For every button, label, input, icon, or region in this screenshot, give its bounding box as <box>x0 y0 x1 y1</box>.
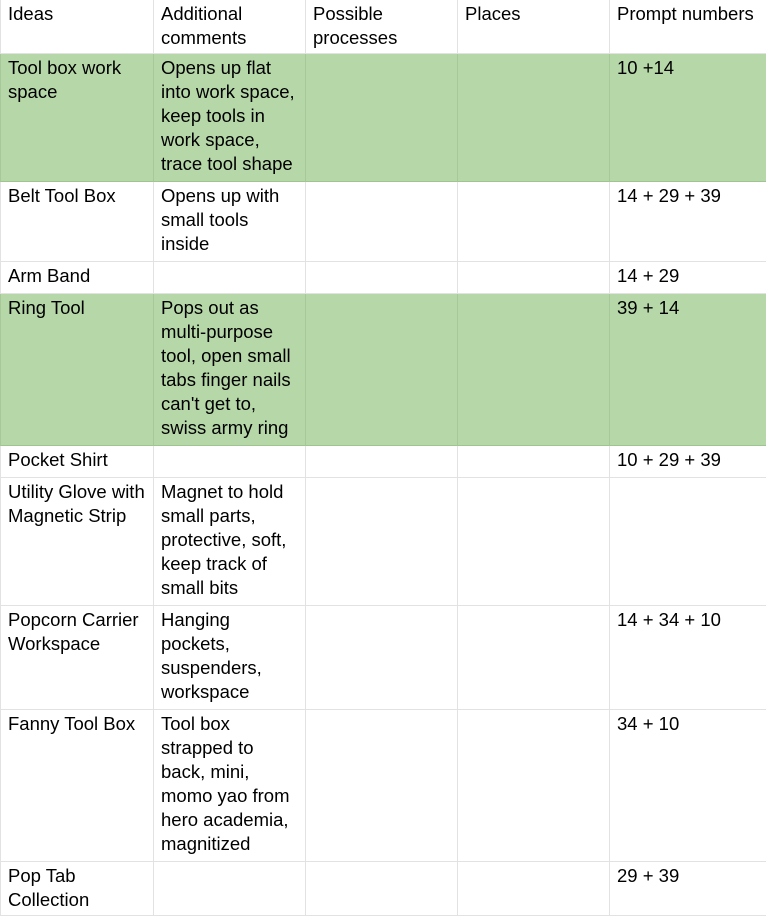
cell-idea[interactable]: Pop Tab Collection <box>0 862 154 916</box>
cell-processes[interactable] <box>306 862 458 916</box>
column-header-possible-processes[interactable]: Possible processes <box>306 0 458 54</box>
header-row <box>0 0 766 54</box>
cell-processes[interactable] <box>306 294 458 446</box>
cell-idea[interactable]: Tool box work space <box>0 54 154 182</box>
cell-processes[interactable] <box>306 262 458 294</box>
table-row <box>0 606 766 710</box>
cell-idea[interactable]: Fanny Tool Box <box>0 710 154 862</box>
column-header-additional-comments[interactable]: Additional comments <box>154 0 306 54</box>
cell-idea[interactable]: Arm Band <box>0 262 154 294</box>
cell-places[interactable] <box>458 446 610 478</box>
cell-comments[interactable]: Opens up flat into work space, keep tools in work space, trace tool shape <box>154 54 306 182</box>
cell-places[interactable] <box>458 710 610 862</box>
cell-prompts[interactable]: 14 + 29 + 39 <box>610 182 766 262</box>
cell-comments[interactable]: Magnet to hold small parts, protective, soft, keep track of small bits <box>154 478 306 606</box>
cell-places[interactable] <box>458 54 610 182</box>
cell-processes[interactable] <box>306 606 458 710</box>
cell-prompts[interactable]: 10 + 29 + 39 <box>610 446 766 478</box>
cell-prompts[interactable]: 14 + 29 <box>610 262 766 294</box>
column-header-ideas[interactable]: Ideas <box>0 0 154 54</box>
cell-comments[interactable] <box>154 446 306 478</box>
cell-idea[interactable]: Pocket Shirt <box>0 446 154 478</box>
column-header-places[interactable]: Places <box>458 0 610 54</box>
table-row <box>0 478 766 606</box>
cell-prompts[interactable]: 29 + 39 <box>610 862 766 916</box>
cell-comments[interactable] <box>154 862 306 916</box>
cell-prompts[interactable]: 14 + 34 + 10 <box>610 606 766 710</box>
cell-idea[interactable]: Belt Tool Box <box>0 182 154 262</box>
cell-processes[interactable] <box>306 478 458 606</box>
cell-places[interactable] <box>458 182 610 262</box>
cell-places[interactable] <box>458 294 610 446</box>
cell-idea[interactable]: Utility Glove with Magnetic Strip <box>0 478 154 606</box>
cell-prompts[interactable]: 34 + 10 <box>610 710 766 862</box>
cell-places[interactable] <box>458 862 610 916</box>
cell-prompts[interactable]: 39 + 14 <box>610 294 766 446</box>
cell-idea[interactable]: Ring Tool <box>0 294 154 446</box>
column-header-prompt-numbers[interactable]: Prompt numbers <box>610 0 766 54</box>
cell-comments[interactable]: Pops out as multi-purpose tool, open small tabs finger nails can't get to, swiss army ring <box>154 294 306 446</box>
cell-places[interactable] <box>458 606 610 710</box>
cell-comments[interactable]: Tool box strapped to back, mini, momo yao from hero academia, magnitized <box>154 710 306 862</box>
table-row <box>0 862 766 916</box>
table-row <box>0 262 766 294</box>
cell-processes[interactable] <box>306 710 458 862</box>
table-row <box>0 294 766 446</box>
cell-places[interactable] <box>458 262 610 294</box>
table-row <box>0 446 766 478</box>
cell-processes[interactable] <box>306 446 458 478</box>
cell-comments[interactable]: Hanging pockets, suspenders, workspace <box>154 606 306 710</box>
cell-prompts[interactable] <box>610 478 766 606</box>
cell-processes[interactable] <box>306 54 458 182</box>
table-row <box>0 182 766 262</box>
cell-processes[interactable] <box>306 182 458 262</box>
table-row <box>0 54 766 182</box>
table-row <box>0 710 766 862</box>
cell-comments[interactable] <box>154 262 306 294</box>
cell-prompts[interactable]: 10 +14 <box>610 54 766 182</box>
cell-places[interactable] <box>458 478 610 606</box>
cell-comments[interactable]: Opens up with small tools inside <box>154 182 306 262</box>
cell-idea[interactable]: Popcorn Carrier Workspace <box>0 606 154 710</box>
